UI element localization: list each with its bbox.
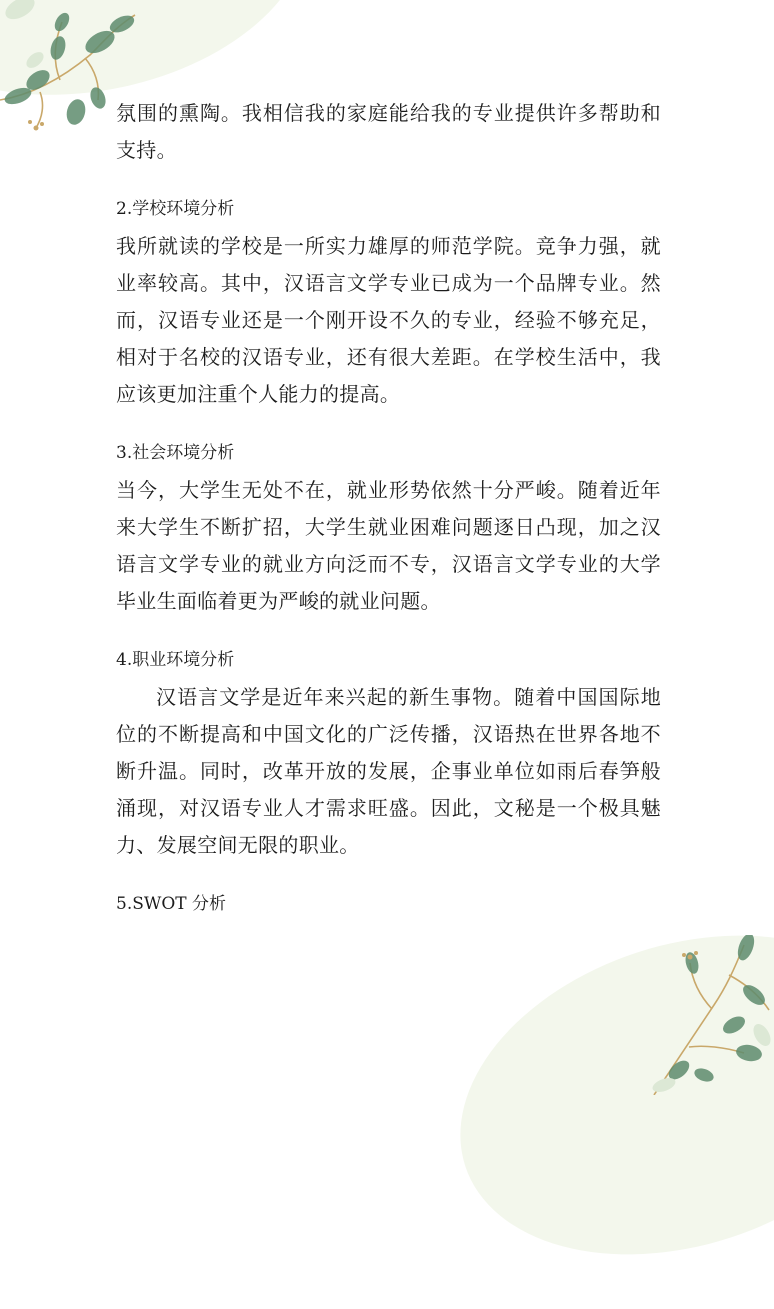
eucalyptus-branch-icon xyxy=(634,935,774,1095)
section-heading-society: 3.社会环境分析 xyxy=(116,443,235,463)
section-body-school: 我所就读的学校是一所实力雄厚的师范学院。竞争力强，就业率较高。其中，汉语言文学专业已成为一个品牌专业。然而，汉语专业还是一个刚开设不久的专业，经验不够充足，相对于名校的汉语专业，还有很大差距。在学校生活中，我应该更加注重个人能力的提高。 xyxy=(116,234,661,406)
section-body-society: 当今，大学生无处不在，就业形势依然十分严峻。随着近年来大学生不断扩招，大学生就业困难问题逐日凸现，加之汉语言文学专业的就业方向泛而不专，汉语言文学专业的大学毕业生面临着更为严峻的就业问题。 xyxy=(116,478,661,613)
document-page xyxy=(116,95,661,923)
section-heading-swot: 5.SWOT 分析 xyxy=(116,894,227,914)
intro-paragraph: 氛围的熏陶。我相信我的家庭能给我的专业提供许多帮助和支持。 xyxy=(116,101,661,162)
section-heading-career: 4.职业环境分析 xyxy=(116,650,235,670)
section-heading-school: 2.学校环境分析 xyxy=(116,199,235,219)
section-body-career: 汉语言文学是近年来兴起的新生事物。随着中国国际地位的不断提高和中国文化的广泛传播，汉语热在世界各地不断升温。同时，改革开放的发展，企事业单位如雨后春笋般涌现，对汉语专业人才需求旺盛。因此，文秘是一个极具魅力、发展空间无限的职业。 xyxy=(116,685,661,857)
